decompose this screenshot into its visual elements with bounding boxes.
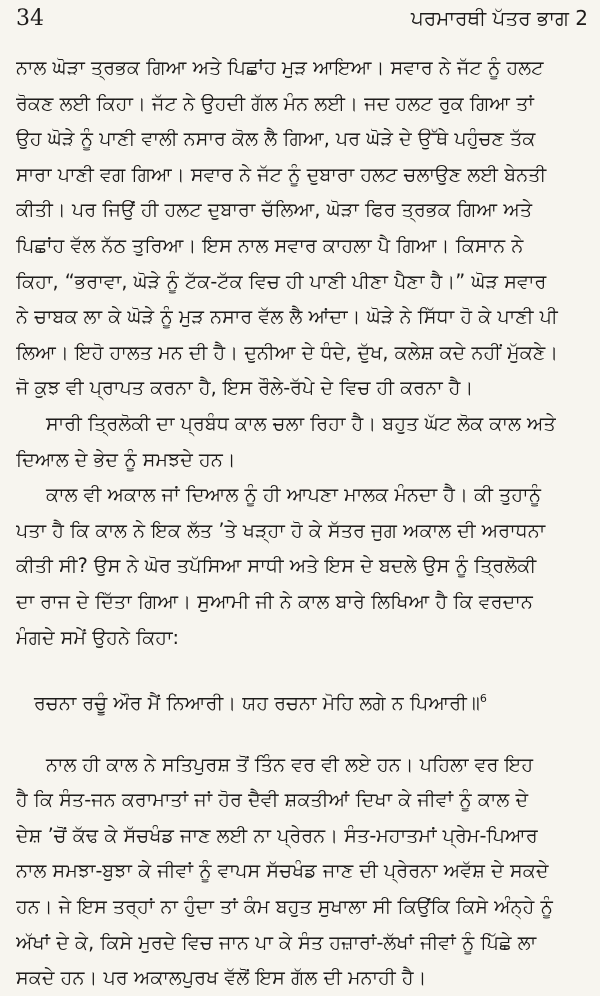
text-line: ਸਕਦੇ ਹਨ। ਪਰ ਅਕਾਲਪੁਰਖ ਵੱਲੋਂ ਇਸ ਗੱਲ ਦੀ ਮਨਾਹੀ ਹੈ। [16, 966, 427, 990]
paragraph-4 [16, 747, 586, 996]
text-line: ਸਾਰੀ ਤ੍ਰਿਲੋਕੀ ਦਾ ਪ੍ਰਬੰਧ ਕਾਲ ਚਲਾ ਰਿਹਾ ਹੈ। ਬਹੁਤ ਘੱਟ ਲੋਕ ਕਾਲ ਅਤੇ [46, 411, 556, 435]
text-line: ਕੀਤੀ ਸੀ? ਉਸ ਨੇ ਘੋਰ ਤਪੱਸਿਆ ਸਾਧੀ ਅਤੇ ਇਸ ਦੇ ਬਦਲੇ ਉਸ ਨੂੰ ਤ੍ਰਿਲੋਕੀ [16, 554, 537, 578]
page-number: 34 [16, 6, 44, 31]
text-line: ਦਿਆਲ ਦੇ ਭੇਦ ਨੂੰ ਸਮਝਦੇ ਹਨ। [16, 447, 236, 471]
paragraph-1 [16, 50, 586, 406]
spacer [16, 655, 586, 681]
text-line: ਉਹ ਘੋੜੇ ਨੂੰ ਪਾਣੀ ਵਾਲੀ ਨਸਾਰ ਕੋਲ ਲੈ ਗਿਆ, ਪਰ ਘੋੜੇ ਦੇ ਉੱਥੇ ਪਹੁੰਚਣ ਤੱਕ [16, 127, 536, 151]
text-line: ਜੋ ਕੁਝ ਵੀ ਪ੍ਰਾਪਤ ਕਰਨਾ ਹੈ, ਇਸ ਰੌਲੇ-ਰੱਪੇ ਦੇ ਵਿਚ ਹੀ ਕਰਨਾ ਹੈ। [16, 376, 474, 400]
footnote-marker: 6 [479, 692, 487, 706]
text-line: ਨਾਲ ਸਮਝਾ-ਬੁਝਾ ਕੇ ਜੀਵਾਂ ਨੂੰ ਵਾਪਸ ਸੱਚਖੰਡ ਜਾਣ ਦੀ ਪ੍ਰੇਰਨਾ ਅਵੱਸ਼ ਦੇ ਸਕਦੇ [16, 859, 549, 883]
paragraph-3 [16, 477, 586, 655]
text-line: ਹਨ। ਜੇ ਇਸ ਤਰ੍ਹਾਂ ਨਾ ਹੁੰਦਾ ਤਾਂ ਕੰਮ ਬਹੁਤ ਸੁਖਾਲਾ ਸੀ ਕਿਉਂਕਿ ਕਿਸੇ ਅੰਨ੍ਹੇ ਨੂੰ [16, 895, 554, 919]
page-body [16, 50, 586, 996]
running-header: ਪਰਮਾਰਥੀ ਪੱਤਰ ਭਾਗ 2 [410, 6, 588, 30]
text-line: ਲਿਆ। ਇਹੋ ਹਾਲਤ ਮਨ ਦੀ ਹੈ। ਦੁਨੀਆ ਦੇ ਧੰਦੇ, ਦੁੱਖ, ਕਲੇਸ਼ ਕਦੇ ਨਹੀਂ ਮੁੱਕਣੇ। [16, 340, 559, 364]
text-line: ਨਾਲ ਹੀ ਕਾਲ ਨੇ ਸਤਿਪੁਰਸ਼ ਤੋਂ ਤਿੰਨ ਵਰ ਵੀ ਲਏ ਹਨ। ਪਹਿਲਾ ਵਰ ਇਹ [46, 752, 534, 776]
quote-text: ਰਚਨਾ ਰਚੂੰ ਔਰ ਮੈਂ ਨਿਆਰੀ। ਯਹ ਰਚਨਾ ਮੋਹਿ ਲਗੇ ਨ ਪਿਆਰੀ॥ [34, 691, 480, 715]
text-line: ਅੱਖਾਂ ਦੇ ਕੇ, ਕਿਸੇ ਮੁਰਦੇ ਵਿਚ ਜਾਨ ਪਾ ਕੇ ਸੰਤ ਹਜ਼ਾਰਾਂ-ਲੱਖਾਂ ਜੀਵਾਂ ਨੂੰ ਪਿੱਛੇ ਲਾ [16, 930, 537, 954]
text-line: ਦਾ ਰਾਜ ਦੇ ਦਿੱਤਾ ਗਿਆ। ਸੁਆਮੀ ਜੀ ਨੇ ਕਾਲ ਬਾਰੇ ਲਿਖਿਆ ਹੈ ਕਿ ਵਰਦਾਨ [16, 589, 533, 613]
text-line: ਪਤਾ ਹੈ ਕਿ ਕਾਲ ਨੇ ਇਕ ਲੱਤ ’ਤੇ ਖੜ੍ਹਾ ਹੋ ਕੇ ਸੱਤਰ ਜੁਗ ਅਕਾਲ ਦੀ ਅਰਾਧਨਾ [16, 518, 546, 542]
text-line: ਨਾਲ ਘੋੜਾ ਤ੍ਰਭਕ ਗਿਆ ਅਤੇ ਪਿਛਾਂਹ ਮੁੜ ਆਇਆ। ਸਵਾਰ ਨੇ ਜੱਟ ਨੂੰ ਹਲਟ [16, 56, 544, 79]
text-line: ਸਾਰਾ ਪਾਣੀ ਵਗ ਗਿਆ। ਸਵਾਰ ਨੇ ਜੱਟ ਨੂੰ ਦੁਬਾਰਾ ਹਲਟ ਚਲਾਉਣ ਲਈ ਬੇਨਤੀ [16, 162, 547, 186]
text-line: ਨੇ ਚਾਬਕ ਲਾ ਕੇ ਘੋੜੇ ਨੂੰ ਮੁੜ ਨਸਾਰ ਵੱਲ ਲੈ ਆਂਦਾ। ਘੋੜੇ ਨੇ ਸਿੱਧਾ ਹੋ ਕੇ ਪਾਣੀ ਪੀ [16, 305, 558, 329]
text-line: ਹੈ ਕਿ ਸੰਤ-ਜਨ ਕਰਾਮਾਤਾਂ ਜਾਂ ਹੋਰ ਦੈਵੀ ਸ਼ਕਤੀਆਂ ਦਿਖਾ ਕੇ ਜੀਵਾਂ ਨੂੰ ਕਾਲ ਦੇ [16, 788, 529, 812]
text-line: ਕਾਲ ਵੀ ਅਕਾਲ ਜਾਂ ਦਿਆਲ ਨੂੰ ਹੀ ਆਪਣਾ ਮਾਲਕ ਮੰਨਦਾ ਹੈ। ਕੀ ਤੁਹਾਨੂੰ [46, 483, 542, 507]
text-line: ਮੰਗਦੇ ਸਮੇਂ ਉਹਨੇ ਕਿਹਾ: [16, 625, 180, 649]
verse-quote [16, 681, 586, 717]
text-line: ਕਿਹਾ, “ਭਰਾਵਾ, ਘੋੜੇ ਨੂੰ ਟੱਕ-ਟੱਕ ਵਿਚ ਹੀ ਪਾਣੀ ਪੀਣਾ ਪੈਣਾ ਹੈ।” ਘੋੜ ਸਵਾਰ [16, 269, 547, 293]
text-line: ਦੇਸ਼ ’ਚੋਂ ਕੱਢ ਕੇ ਸੱਚਖੰਡ ਜਾਣ ਲਈ ਨਾ ਪ੍ਰੇਰਨ। ਸੰਤ-ਮਹਾਤਮਾਂ ਪ੍ਰੇਮ-ਪਿਆਰ [16, 823, 538, 847]
spacer [16, 717, 586, 747]
text-line: ਰੋਕਣ ਲਈ ਕਿਹਾ। ਜੱਟ ਨੇ ਉਹਦੀ ਗੱਲ ਮੰਨ ਲਈ। ਜਦ ਹਲਟ ਰੁਕ ਗਿਆ ਤਾਂ [16, 91, 534, 115]
text-line: ਕੀਤੀ। ਪਰ ਜਿਉਂ ਹੀ ਹਲਟ ਦੁਬਾਰਾ ਚੱਲਿਆ, ਘੋੜਾ ਫਿਰ ਤ੍ਰਭਕ ਗਿਆ ਅਤੇ [16, 198, 533, 222]
text-line: ਪਿਛਾਂਹ ਵੱਲ ਨੱਠ ਤੁਰਿਆ। ਇਸ ਨਾਲ ਸਵਾਰ ਕਾਹਲਾ ਪੈ ਗਿਆ। ਕਿਸਾਨ ਨੇ [16, 233, 524, 257]
paragraph-2 [16, 406, 586, 477]
